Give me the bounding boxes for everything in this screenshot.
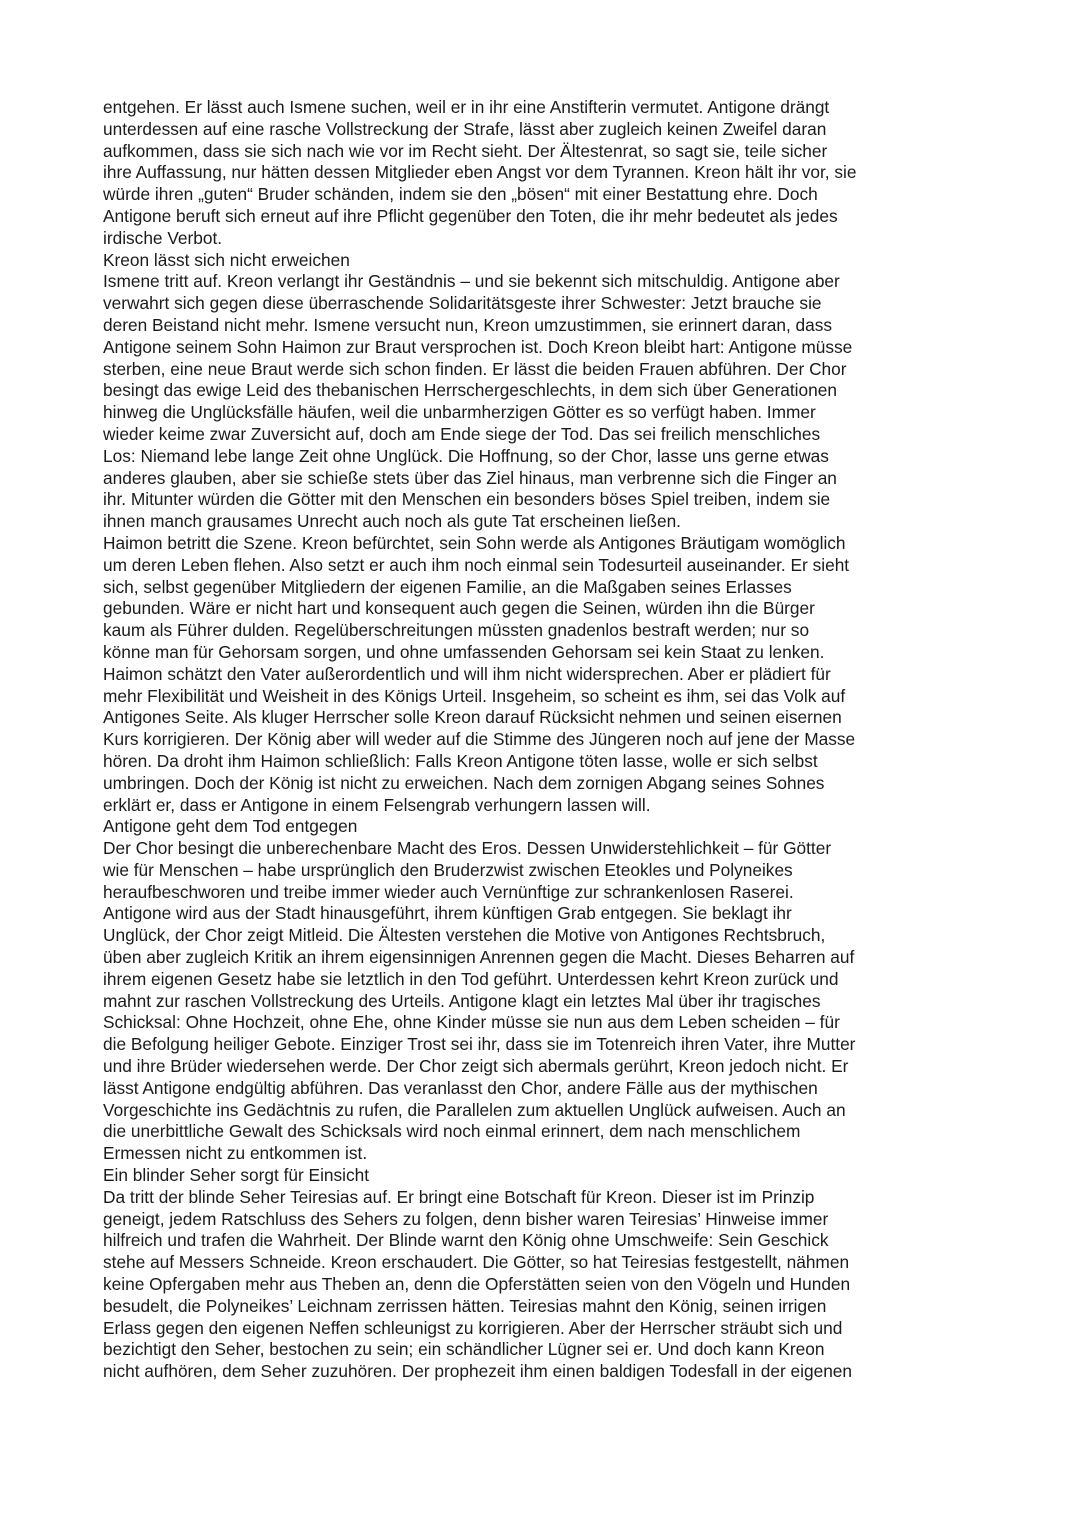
- text-line: irdische Verbot.: [103, 227, 223, 248]
- text-line: Da tritt der blinde Seher Teiresias auf. Er bringt eine Botschaft für Kreon. Dieser ist im Prinzip: [103, 1186, 815, 1207]
- text-line: ihre Auffassung, nur hätten dessen Mitglieder eben Angst vor dem Tyrannen. Kreon hält ihr vor, sie: [103, 162, 857, 183]
- text-line: Kurs korrigieren. Der König aber will weder auf die Stimme des Jüngeren noch auf jene der Masse: [103, 729, 856, 750]
- text-line: kaum als Führer dulden. Regelüberschreitungen müssten gnadenlos bestraft werden; nur so: [103, 620, 810, 641]
- text-line: Los: Niemand lebe lange Zeit ohne Unglück. Die Hoffnung, so der Chor, lasse uns gerne etwas: [103, 445, 829, 466]
- text-line: ihrem eigenen Gesetz habe sie letztlich in den Tod geführt. Unterdessen kehrt Kreon zurück und: [103, 968, 839, 989]
- text-line: die unerbittliche Gewalt des Schicksals wird noch einmal erinnert, dem nach menschlichem: [103, 1121, 801, 1142]
- document-text: [103, 97, 856, 1383]
- text-line: sterben, eine neue Braut werde sich schon finden. Er lässt die beiden Frauen abführen. Der Chor: [103, 358, 847, 379]
- text-line: ihr. Mitunter würden die Götter mit den Menschen ein besonders böses Spiel treiben, indem sie: [103, 489, 831, 510]
- text-line: anderes glauben, aber sie schieße stets über das Ziel hinaus, man verbrenne sich die Finger an: [103, 467, 837, 488]
- text-line: ihnen manch grausames Unrecht auch noch als gute Tat erscheinen ließen.: [103, 511, 681, 532]
- text-line: stehe auf Messers Schneide. Kreon erschaudert. Die Götter, so hat Teiresias festgestellt, nähmen: [103, 1252, 850, 1273]
- text-line: erklärt er, dass er Antigone in einem Felsengrab verhungern lassen will.: [103, 794, 651, 815]
- text-line: wieder keime zwar Zuversicht auf, doch am Ende siege der Tod. Das sei freilich menschliches: [103, 423, 821, 444]
- text-line: unterdessen auf eine rasche Vollstreckung der Strafe, lässt aber zugleich keinen Zweifel daran: [103, 118, 827, 139]
- text-line: bezichtigt den Seher, bestochen zu sein; ein schändlicher Lügner sei er. Und doch kann Kreon: [103, 1339, 825, 1360]
- text-line: sich, selbst gegenüber Mitgliedern der eigenen Familie, an die Maßgaben seines Erlasses: [103, 576, 792, 597]
- text-line: geneigt, jedem Ratschluss des Sehers zu folgen, denn bisher waren Teiresias’ Hinweise immer: [103, 1208, 829, 1229]
- text-line: keine Opfergaben mehr aus Theben an, denn die Opferstätten seien von den Vögeln und Hunden: [103, 1274, 851, 1295]
- text-line: Antigone beruft sich erneut auf ihre Pflicht gegenüber den Toten, die ihr mehr bedeutet als jedes: [103, 205, 838, 226]
- text-line: verwahrt sich gegen diese überraschende Solidaritätsgeste ihrer Schwester: Jetzt brauche sie: [103, 293, 822, 314]
- text-line: deren Beistand nicht mehr. Ismene versucht nun, Kreon umzustimmen, sie erinnert daran, dass: [103, 314, 833, 335]
- text-line: hören. Da droht ihm Haimon schließlich: Falls Kreon Antigone töten lasse, wolle er sich selbst: [103, 750, 818, 771]
- text-line: Vorgeschichte ins Gedächtnis zu rufen, die Parallelen zum aktuellen Unglück aufweisen. Auch an: [103, 1099, 846, 1120]
- text-line: Haimon betritt die Szene. Kreon befürchtet, sein Sohn werde als Antigones Bräutigam womöglich: [103, 532, 846, 553]
- text-line: Der Chor besingt die unberechenbare Macht des Eros. Dessen Unwiderstehlichkeit – für Götter: [103, 838, 832, 859]
- text-line: mehr Flexibilität und Weisheit in des Königs Urteil. Insgeheim, so scheint es ihm, sei das Volk auf: [103, 685, 846, 706]
- text-line: besudelt, die Polyneikes’ Leichnam zerrissen hätten. Teiresias mahnt den König, seinen irrigen: [103, 1295, 827, 1316]
- text-line: umbringen. Doch der König ist nicht zu erweichen. Nach dem zornigen Abgang seines Sohnes: [103, 772, 825, 793]
- text-line: Antigone seinem Sohn Haimon zur Braut versprochen ist. Doch Kreon bleibt hart: Antigone müsse: [103, 336, 853, 357]
- text-line: Ermessen nicht zu entkommen ist.: [103, 1143, 368, 1164]
- text-line: könne man für Gehorsam sorgen, und ohne umfassenden Gehorsam sei kein Staat zu lenken.: [103, 641, 825, 662]
- text-line: hilfreich und trafen die Wahrheit. Der Blinde warnt den König ohne Umschweife: Sein Geschick: [103, 1230, 829, 1251]
- text-line: hinweg die Unglücksfälle häufen, weil die unbarmherzigen Götter es so verfügt haben. Immer: [103, 402, 816, 423]
- text-line: wie für Menschen – habe ursprünglich den Bruderzwist zwischen Eteokles und Polyneikes: [103, 859, 793, 880]
- text-line: lässt Antigone endgültig abführen. Das veranlasst den Chor, andere Fälle aus der mythischen: [103, 1077, 818, 1098]
- text-line: Haimon schätzt den Vater außerordentlich und will ihm nicht widersprechen. Aber er plädiert für: [103, 663, 831, 684]
- text-line: Antigones Seite. Als kluger Herrscher solle Kreon darauf Rücksicht nehmen und seinen eisernen: [103, 707, 842, 728]
- text-line: und ihre Brüder wiedersehen werde. Der Chor zeigt sich abermals gerührt, Kreon jedoch nicht. Er: [103, 1056, 849, 1077]
- text-line: mahnt zur raschen Vollstreckung des Urteils. Antigone klagt ein letztes Mal über ihr tragisches: [103, 990, 821, 1011]
- text-line: Unglück, der Chor zeigt Mitleid. Die Ältesten verstehen die Motive von Antigones Rechtsbruch,: [103, 925, 826, 946]
- text-line: Erlass gegen den eigenen Neffen schleunigst zu korrigieren. Aber der Herrscher sträubt sich und: [103, 1317, 843, 1338]
- text-line: heraufbeschworen und treibe immer wieder auch Vernünftige zur schrankenlosen Raserei.: [103, 881, 794, 902]
- text-line: entgehen. Er lässt auch Ismene suchen, weil er in ihr eine Anstifterin vermutet. Antigone drängt: [103, 97, 830, 117]
- section-heading: Ein blinder Seher sorgt für Einsicht: [103, 1165, 370, 1186]
- text-line: würde ihren „guten“ Bruder schänden, indem sie den „bösen“ mit einer Bestattung ehre. Doch: [103, 184, 818, 205]
- text-line: um deren Leben flehen. Also setzt er auch ihm noch einmal sein Todesurteil auseinander. Er sieht: [103, 554, 850, 575]
- text-line: Antigone wird aus der Stadt hinausgeführt, ihrem künftigen Grab entgegen. Sie beklagt ihr: [103, 903, 792, 924]
- text-line: gebunden. Wäre er nicht hart und konsequent auch gegen die Seinen, würden ihn die Bürger: [103, 598, 815, 619]
- text-line: die Befolgung heiliger Gebote. Einziger Trost sei ihr, dass sie im Totenreich ihren Vater, ihre Mutter: [103, 1034, 856, 1055]
- section-heading: Antigone geht dem Tod entgegen: [103, 816, 358, 837]
- text-line: üben aber zugleich Kritik an ihrem eigensinnigen Anrennen gegen die Macht. Dieses Beharren auf: [103, 947, 855, 968]
- text-line: aufkommen, dass sie sich nach wie vor im Recht sieht. Der Ältestenrat, so sagt sie, teile sicher: [103, 140, 828, 161]
- text-line: Ismene tritt auf. Kreon verlangt ihr Geständnis – und sie bekennt sich mitschuldig. Antigone aber: [103, 271, 840, 292]
- text-line: nicht aufhören, dem Seher zuzuhören. Der prophezeit ihm einen baldigen Todesfall in der eigenen: [103, 1361, 853, 1382]
- text-line: besingt das ewige Leid des thebanischen Herrschergeschlechts, in dem sich über Generationen: [103, 380, 837, 401]
- text-line: Schicksal: Ohne Hochzeit, ohne Ehe, ohne Kinder müsse sie nun aus dem Leben scheiden – für: [103, 1012, 840, 1033]
- section-heading: Kreon lässt sich nicht erweichen: [103, 249, 350, 270]
